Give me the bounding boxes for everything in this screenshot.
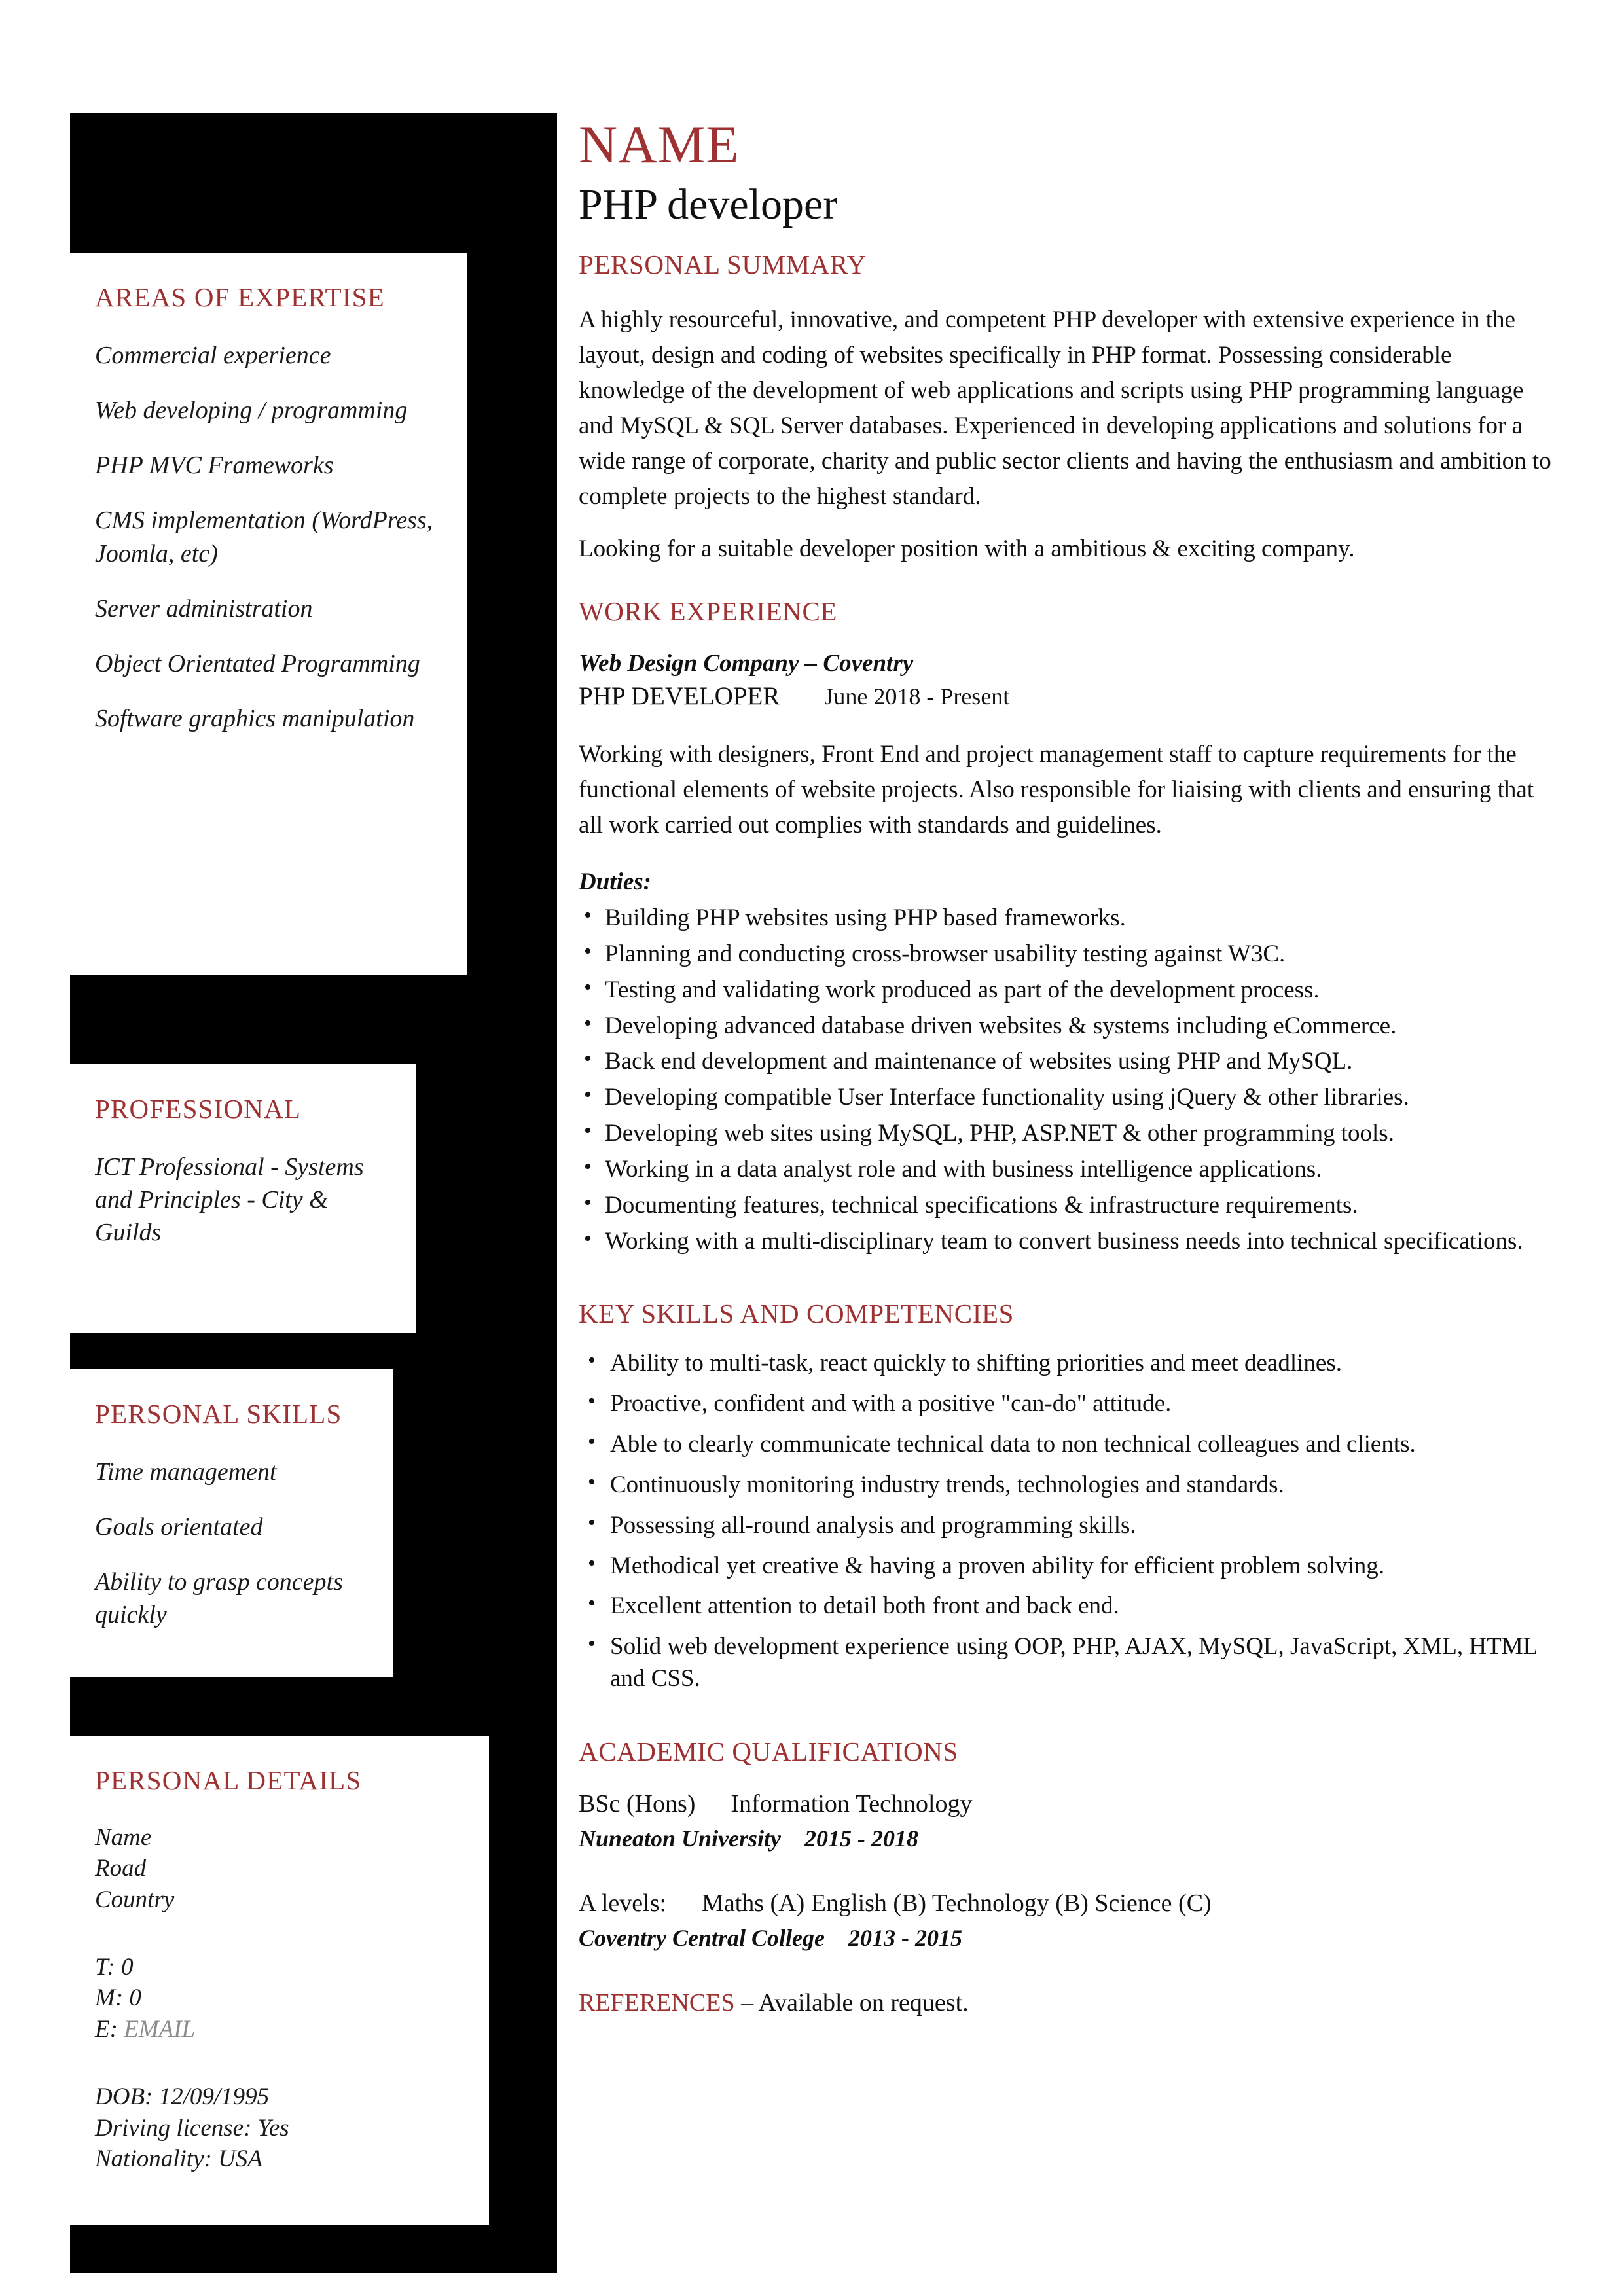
personal-summary-closing: Looking for a suitable developer position with a ambitious & exciting company. xyxy=(579,535,1355,563)
address-line: Road xyxy=(95,1855,147,1882)
education-years: 2013 - 2015 xyxy=(848,1924,962,1951)
personal-skill-item: Ability to grasp concepts quickly xyxy=(95,1568,343,1629)
personal-skill-item: Time management xyxy=(95,1458,277,1486)
other-details-block xyxy=(95,2081,463,2174)
heading-areas-of-expertise: AREAS OF EXPERTISE xyxy=(95,282,385,312)
panel-personal-details xyxy=(70,1736,489,2225)
education-qualification-row xyxy=(579,1889,1561,1918)
telephone-line: T: 0 xyxy=(95,1954,134,1981)
heading-professional: PROFESSIONAL xyxy=(95,1094,302,1124)
education-qualification: BSc (Hons) xyxy=(579,1789,696,1818)
key-skill-item: • Proactive, confident and with a positive "can-do" attitude. xyxy=(579,1388,1561,1420)
education-institution: Coventry Central College xyxy=(579,1924,825,1951)
contact-block xyxy=(95,1952,463,2045)
key-skill-item: • Methodical yet creative & having a proven ability for efficient problem solving. xyxy=(579,1551,1561,1583)
education-years: 2015 - 2018 xyxy=(804,1825,919,1852)
key-skill-item: • Excellent attention to detail both front and back end. xyxy=(579,1590,1561,1623)
email-value: EMAIL xyxy=(124,2015,196,2043)
key-skills-list xyxy=(579,1348,1561,1695)
heading-personal-summary: PERSONAL SUMMARY xyxy=(579,249,867,279)
address-line: Country xyxy=(95,1886,175,1913)
duty-item: • Developing advanced database driven websites & systems including eCommerce. xyxy=(579,1011,1561,1043)
key-skill-item: • Able to clearly communicate technical data to non technical colleagues and clients. xyxy=(579,1429,1561,1461)
expertise-item: PHP MVC Frameworks xyxy=(95,452,334,480)
personal-summary-paragraph: A highly resourceful, innovative, and competent PHP developer with extensive experience in the layout, design and coding of websites specifically in PHP format. Possessing considerable knowledge of the development of web applications and scripts using PHP programming language and MySQL & SQL Server databases. Experienced in developing applications and solutions for a wide range of corporate, charity and public sector clients and having the enthusiasm and ambition to complete projects to the highest standard. xyxy=(579,306,1551,511)
mobile-line: M: 0 xyxy=(95,1984,141,2012)
spacer xyxy=(579,1707,1561,1736)
education-qualification-row xyxy=(579,1789,1561,1818)
email-label: E: xyxy=(95,2015,118,2043)
education-qualification: A levels: xyxy=(579,1889,667,1917)
address-line: Name xyxy=(95,1824,152,1851)
references-line xyxy=(579,1988,1561,2017)
heading-academic-qualifications: ACADEMIC QUALIFICATIONS xyxy=(579,1736,958,1767)
key-skill-item: • Ability to multi-task, react quickly to shifting priorities and meet deadlines. xyxy=(579,1348,1561,1380)
duty-item: • Developing web sites using MySQL, PHP, ASP.NET & other programming tools. xyxy=(579,1118,1561,1150)
references-label: REFERENCES xyxy=(579,1988,735,2017)
duty-item: • Back end development and maintenance of websites using PHP and MySQL. xyxy=(579,1046,1561,1078)
expertise-item: CMS implementation (WordPress, Joomla, etc) xyxy=(95,507,433,567)
panel-personal-skills xyxy=(70,1369,393,1677)
education-institution: Nuneaton University xyxy=(579,1825,782,1852)
dob-line: DOB: 12/09/1995 xyxy=(95,2083,270,2111)
references-text: – Available on request. xyxy=(734,1988,969,2017)
job-title: PHP DEVELOPER xyxy=(579,682,780,711)
education-field: Maths (A) English (B) Technology (B) Science (C) xyxy=(702,1889,1212,1917)
job-title-row xyxy=(579,681,1561,711)
duty-item: • Planning and conducting cross-browser usability testing against W3C. xyxy=(579,939,1561,971)
heading-personal-details: PERSONAL DETAILS xyxy=(95,1765,362,1795)
heading-key-skills: KEY SKILLS AND COMPETENCIES xyxy=(579,1299,1015,1329)
expertise-item: Object Orientated Programming xyxy=(95,649,420,677)
education-institution-row xyxy=(579,1825,1561,1852)
duty-item: • Working with a multi-disciplinary team to convert business needs into technical specifications. xyxy=(579,1226,1561,1258)
education-entry xyxy=(579,1789,1561,1852)
panel-areas-of-expertise xyxy=(70,253,467,975)
duties-label: Duties: xyxy=(579,869,651,896)
professional-item: ICT Professional - Systems and Principles - City & Guilds xyxy=(95,1153,364,1247)
job-dates: June 2018 - Present xyxy=(824,683,1010,710)
education-entry xyxy=(579,1889,1561,1952)
driving-license-line: Driving license: Yes xyxy=(95,2114,289,2142)
email-line xyxy=(95,2014,463,2045)
expertise-item: Server administration xyxy=(95,594,313,622)
education-institution-row xyxy=(579,1924,1561,1952)
heading-work-experience: WORK EXPERIENCE xyxy=(579,596,838,627)
duty-item: • Working in a data analyst role and with business intelligence applications. xyxy=(579,1154,1561,1186)
key-skill-item: • Continuously monitoring industry trends, technologies and standards. xyxy=(579,1469,1561,1501)
main-content-column xyxy=(579,115,1561,2017)
expertise-item: Web developing / programming xyxy=(95,397,408,425)
duties-list xyxy=(579,903,1561,1257)
nationality-line: Nationality: USA xyxy=(95,2145,262,2172)
panel-professional xyxy=(70,1064,416,1333)
job-description: Working with designers, Front End and project management staff to capture requirements for the functional elements of website projects. Also responsible for liaising with clients and ensuring that all work carried out complies with standards and guidelines. xyxy=(579,741,1534,839)
spacer xyxy=(579,1269,1561,1298)
expertise-item: Software graphics manipulation xyxy=(95,705,415,733)
key-skill-item: • Solid web development experience using OOP, PHP, AJAX, MySQL, JavaScript, XML, HTML and CSS. xyxy=(579,1631,1561,1695)
job-company: Web Design Company – Coventry xyxy=(579,650,914,677)
heading-personal-skills: PERSONAL SKILLS xyxy=(95,1399,342,1429)
education-field: Information Technology xyxy=(731,1789,973,1818)
expertise-item: Commercial experience xyxy=(95,342,331,369)
candidate-job-title: PHP developer xyxy=(579,181,838,228)
address-block xyxy=(95,1822,463,1915)
duty-item: • Testing and validating work produced as part of the development process. xyxy=(579,975,1561,1007)
duty-item: • Developing compatible User Interface functionality using jQuery & other libraries. xyxy=(579,1082,1561,1114)
key-skill-item: • Possessing all-round analysis and programming skills. xyxy=(579,1510,1561,1542)
personal-skill-item: Goals orientated xyxy=(95,1513,263,1541)
duty-item: • Building PHP websites using PHP based frameworks. xyxy=(579,903,1561,935)
duty-item: • Documenting features, technical specifications & infrastructure requirements. xyxy=(579,1190,1561,1222)
candidate-name: NAME xyxy=(579,115,740,174)
